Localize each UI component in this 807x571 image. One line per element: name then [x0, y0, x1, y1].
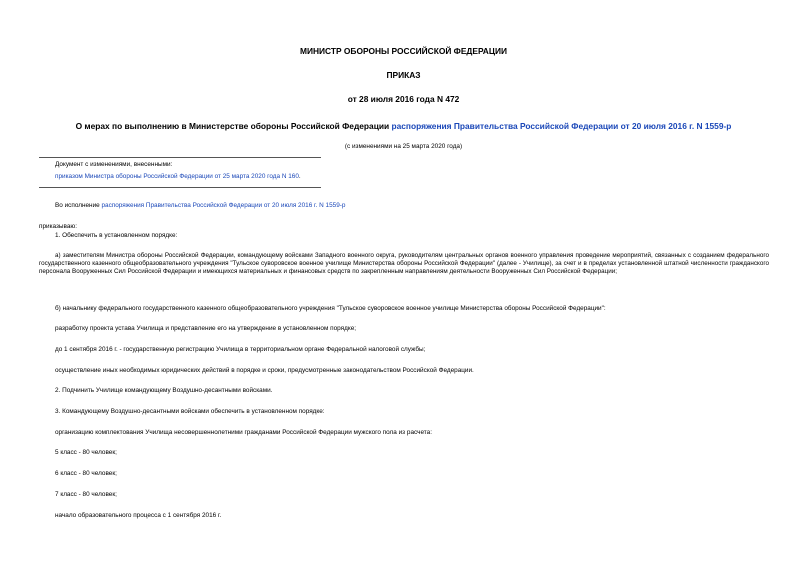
paragraph-3d: 7 класс - 80 человек;: [55, 491, 117, 498]
amended-note: (с изменениями на 25 марта 2020 года): [344, 143, 463, 150]
ministry-heading: МИНИСТР ОБОРОНЫ РОССИЙСКОЙ ФЕДЕРАЦИИ: [299, 46, 508, 56]
doc-type-heading: ПРИКАЗ: [386, 70, 421, 80]
paragraph-3: 3. Командующему Воздушно-десантными войсками обеспечить в установленном порядке:: [55, 408, 325, 415]
amendments-link[interactable]: приказом Министра обороны Российской Федерации от 25 марта 2020 года N 160: [55, 173, 299, 180]
paragraph-3a: организацию комплектования Училища несовершеннолетними гражданами Российской Федерации мужского пола из расчета:: [55, 429, 432, 436]
paragraph-3b: 5 класс - 80 человек;: [55, 449, 117, 456]
intro-paragraph: [55, 202, 345, 210]
paragraph-3c: 6 класс - 80 человек;: [55, 470, 117, 477]
intro-link[interactable]: распоряжения Правительства Российской Федерации от 20 июля 2016 г. N 1559-р: [101, 202, 346, 209]
amendments-line: [55, 173, 301, 181]
amendments-label: Документ с изменениями, внесенными:: [55, 161, 173, 168]
paragraph-1: 1. Обеспечить в установленном порядке:: [55, 232, 178, 239]
document-title: [0, 121, 807, 131]
title-link[interactable]: распоряжения Правительства Российской Федерации от 20 июля 2016 г. N 1559-р: [391, 121, 732, 131]
paragraph-1b-item-3: осуществление иных необходимых юридических действий в порядке и сроки, предусмотренные законодательством Российской Федерации.: [55, 367, 474, 374]
title-text: О мерах по выполнению в Министерстве обороны Российской Федерации: [75, 121, 392, 131]
intro-text: Во исполнение: [55, 202, 102, 209]
date-number-heading: от 28 июля 2016 года N 472: [347, 94, 460, 104]
paragraph-1a: а) заместителям Министра обороны Российской Федерации, командующему войсками Западного военного округа, руководителям центральных органов военного управления проведение мероприятий, связанных с созданием федерального государственного казенного общеобразовательного учреждения "Тульское суворовское военное училище Министерства обороны Российской Федерации" (далее - Училище), за счет и в пределах установленной штатной численности гражданского персонала Вооруженных Сил Российской Федерации и имеющихся материальных и финансовых средств по закрепленным направлениям деятельности Вооруженных Сил Российской Федерации;: [39, 252, 769, 276]
amendments-link-suffix: .: [298, 173, 301, 180]
paragraph-1b-item-1: разработку проекта устава Училища и представление его на утверждение в установленном порядке;: [55, 325, 357, 332]
paragraph-2: 2. Подчинить Училище командующему Воздушно-десантными войсками.: [55, 387, 273, 394]
divider-bottom: [39, 187, 321, 188]
paragraph-1b-item-2: до 1 сентября 2016 г. - государственную регистрацию Училища в территориальном органе Федеральной налоговой службы;: [55, 346, 426, 353]
divider-top: [39, 157, 321, 158]
paragraph-1b: б) начальнику федерального государственного казенного общеобразовательного учреждения "Тульское суворовское военное училище Министерства обороны Российской Федерации":: [55, 305, 606, 312]
paragraph-3e: начало образовательного процесса с 1 сентября 2016 г.: [55, 512, 222, 519]
order-word: приказываю:: [39, 223, 77, 230]
